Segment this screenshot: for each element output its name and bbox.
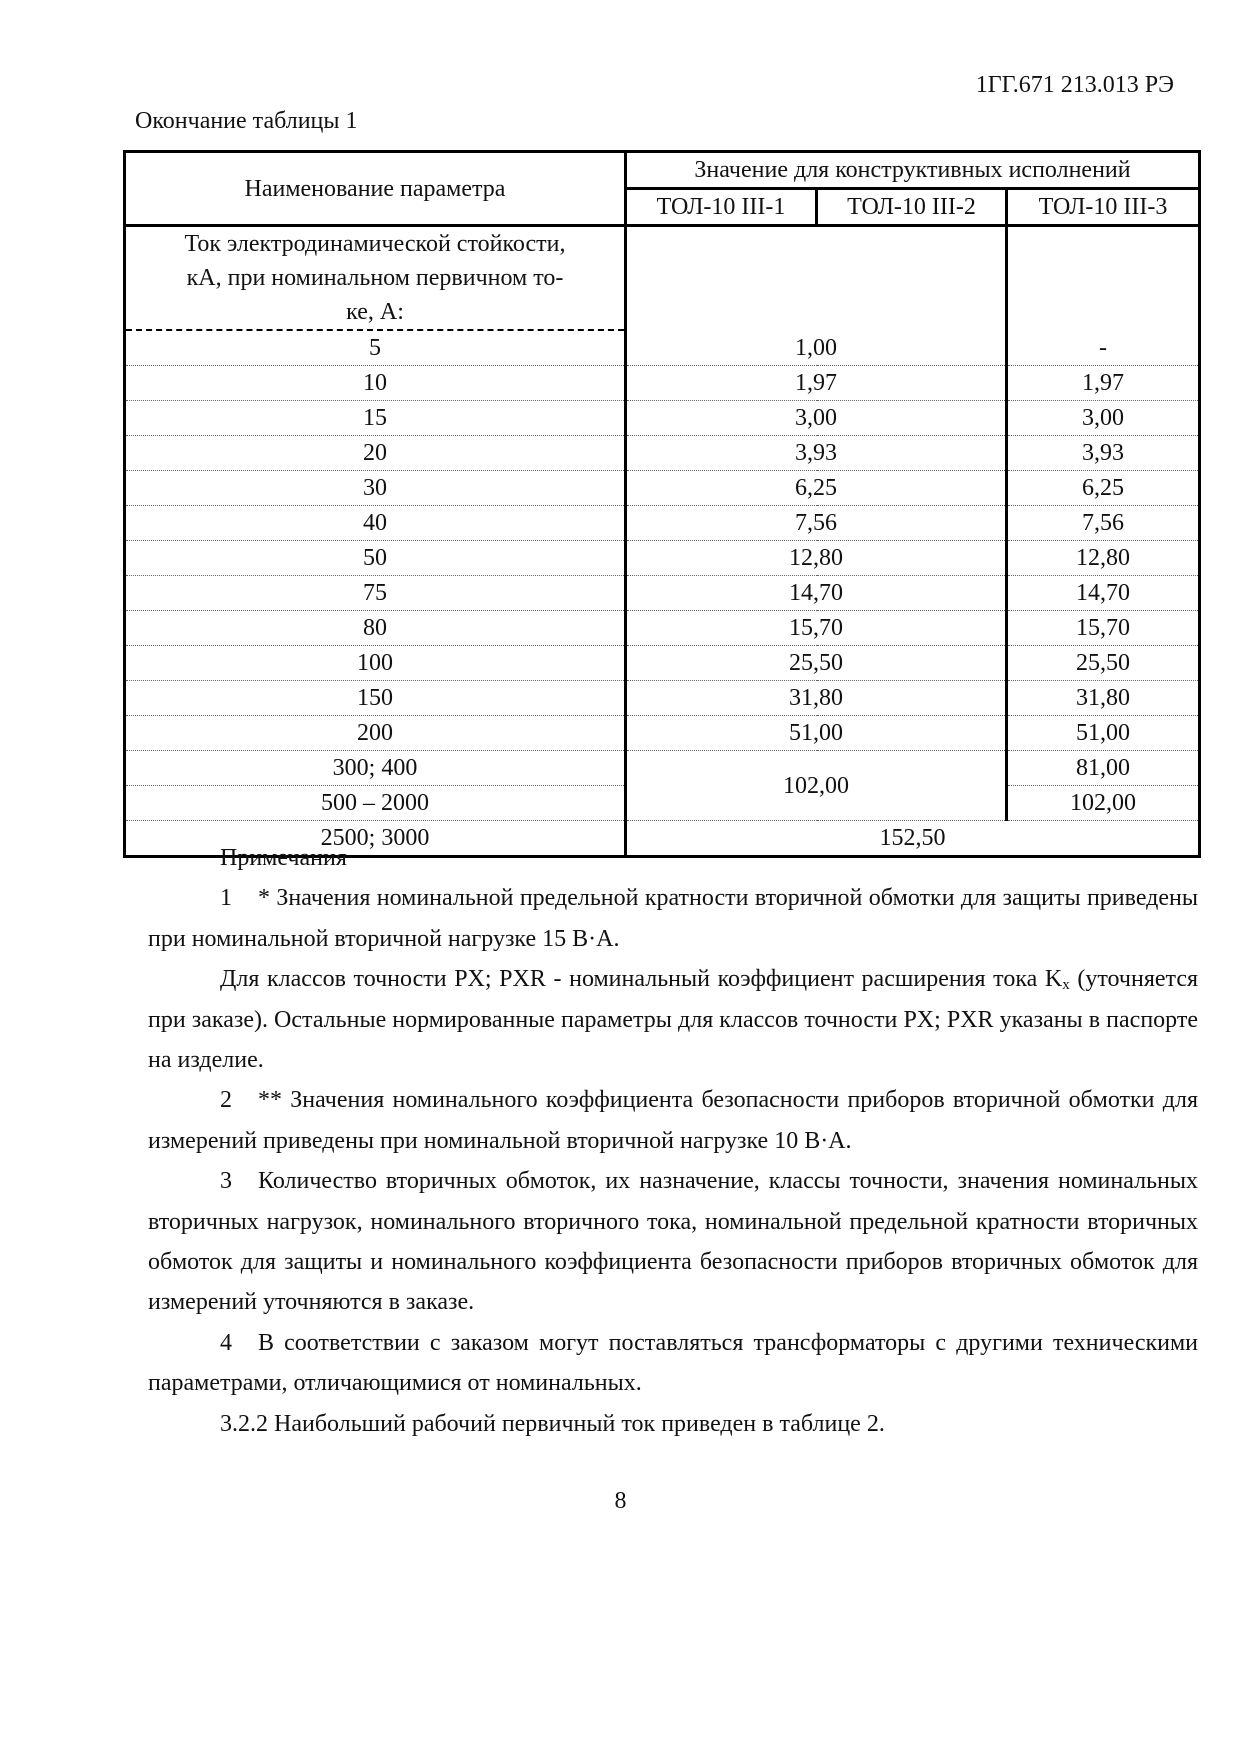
- table-row: [125, 716, 1200, 751]
- value-cell-v3: 31,80: [1007, 681, 1200, 716]
- value-cell-v12: 15,70: [626, 611, 1007, 646]
- table-row: [125, 576, 1200, 611]
- table-row: [125, 751, 1200, 786]
- value-cell-v12: 51,00: [626, 716, 1007, 751]
- document-code: 1ГГ.671 213.013 РЭ: [975, 72, 1174, 98]
- value-cell-v12: 3,00: [626, 401, 1007, 436]
- header-variant-3: ТОЛ-10 III-3: [1007, 189, 1200, 226]
- table-caption: Окончание таблицы 1: [135, 108, 358, 134]
- current-cell: 30: [125, 471, 626, 506]
- header-parameter-name: Наименование параметра: [125, 152, 626, 226]
- current-cell: 2500; 3000: [125, 821, 626, 857]
- note-1: 1 * Значения номинальной предельной кратности вторичной обмотки для защиты приведены при номинальной вторичной нагрузке 15 В·А.: [148, 885, 1198, 952]
- value-cell-v3: -: [1007, 226, 1200, 366]
- current-cell: 5: [125, 330, 626, 366]
- current-cell: 100: [125, 646, 626, 681]
- page-number: 8: [614, 1488, 627, 1514]
- note-4: 4 В соответствии с заказом могут поставляться трансформаторы с другими техническими параметрами, отличающимися от номинальных.: [148, 1329, 1198, 1397]
- current-cell: 50: [125, 541, 626, 576]
- table-row: [125, 436, 1200, 471]
- current-cell: 15: [125, 401, 626, 436]
- value-cell-v3: 3,00: [1007, 401, 1200, 436]
- value-cell-v12: 6,25: [626, 471, 1007, 506]
- value-cell-v3: 3,93: [1007, 436, 1200, 471]
- parameter-description: Ток электродинамической стойкости, кА, при номинальном первичном то- ке, А:: [125, 226, 626, 331]
- value-cell-v3: 102,00: [1007, 786, 1200, 821]
- current-cell: 40: [125, 506, 626, 541]
- table-row: [125, 611, 1200, 646]
- table-row: [125, 471, 1200, 506]
- current-cell: 20: [125, 436, 626, 471]
- current-cell: 500 – 2000: [125, 786, 626, 821]
- value-cell-v3: 7,56: [1007, 506, 1200, 541]
- current-cell: 80: [125, 611, 626, 646]
- value-cell-v12: 1,97: [626, 366, 1007, 401]
- value-cell-v12: 3,93: [626, 436, 1007, 471]
- value-cell-v3: 14,70: [1007, 576, 1200, 611]
- header-values-group: Значение для конструктивных исполнений: [626, 152, 1200, 189]
- table-header-row: [125, 152, 1200, 189]
- value-cell-v12: 1,00: [626, 226, 1007, 366]
- table-row: [125, 646, 1200, 681]
- notes-title: Примечания: [220, 845, 347, 871]
- value-cell-v3: 1,97: [1007, 366, 1200, 401]
- table-row: [125, 541, 1200, 576]
- value-cell-v3: 51,00: [1007, 716, 1200, 751]
- note-2: 2 ** Значения номинального коэффициента безопасности приборов вторичной обмотки для измерений приведены при номинальной вторичной нагрузке 10 В·А.: [148, 1087, 1198, 1154]
- value-cell-v3: 15,70: [1007, 611, 1200, 646]
- notes-section: [148, 838, 1198, 1444]
- current-cell: 150: [125, 681, 626, 716]
- current-cell: 200: [125, 716, 626, 751]
- note-3: 3 Количество вторичных обмоток, их назначение, классы точности, значения номинальных вторичных нагрузок, номинального вторичного тока, номинальной предельной кратности вторичных обмоток для защиты и номинального коэффициента безопасности приборов вторичных обмоток для измерений уточняются в заказе.: [148, 1168, 1198, 1316]
- value-cell-all-merged: 152,50: [879, 825, 946, 851]
- value-cell-v12: 14,70: [626, 576, 1007, 611]
- value-cell-v12: 7,56: [626, 506, 1007, 541]
- table-row: [125, 506, 1200, 541]
- current-cell: 300; 400: [125, 751, 626, 786]
- table-row: [125, 681, 1200, 716]
- electrodynamic-current-table: [123, 150, 1201, 858]
- value-cell-v3: 12,80: [1007, 541, 1200, 576]
- table-row: [125, 366, 1200, 401]
- table-row: [125, 401, 1200, 436]
- value-cell-v12: 12,80: [626, 541, 1007, 576]
- clause-3-2-2: 3.2.2 Наибольший рабочий первичный ток приведен в таблице 2.: [220, 1410, 885, 1437]
- current-cell: 75: [125, 576, 626, 611]
- note-1-px-classes: Для классов точности PX; PXR - номинальный коэффициент расширения тока $K_x$ (уточняется при заказе). Остальные нормированные параметры для классов точности PX; PXR указаны в паспорте на изделие.: [148, 966, 1199, 1074]
- value-cell-v12: 31,80: [626, 681, 1007, 716]
- value-cell-v12: 25,50: [626, 646, 1007, 681]
- current-cell: 10: [125, 366, 626, 401]
- value-cell-v3: 25,50: [1007, 646, 1200, 681]
- header-variant-2: ТОЛ-10 III-2: [817, 189, 1007, 226]
- header-variant-1: ТОЛ-10 III-1: [626, 189, 817, 226]
- value-cell-v3: 6,25: [1007, 471, 1200, 506]
- value-cell-v3: 81,00: [1007, 751, 1200, 786]
- intro-row: [125, 226, 1200, 331]
- value-cell-v12-merged: 102,00: [626, 751, 1007, 821]
